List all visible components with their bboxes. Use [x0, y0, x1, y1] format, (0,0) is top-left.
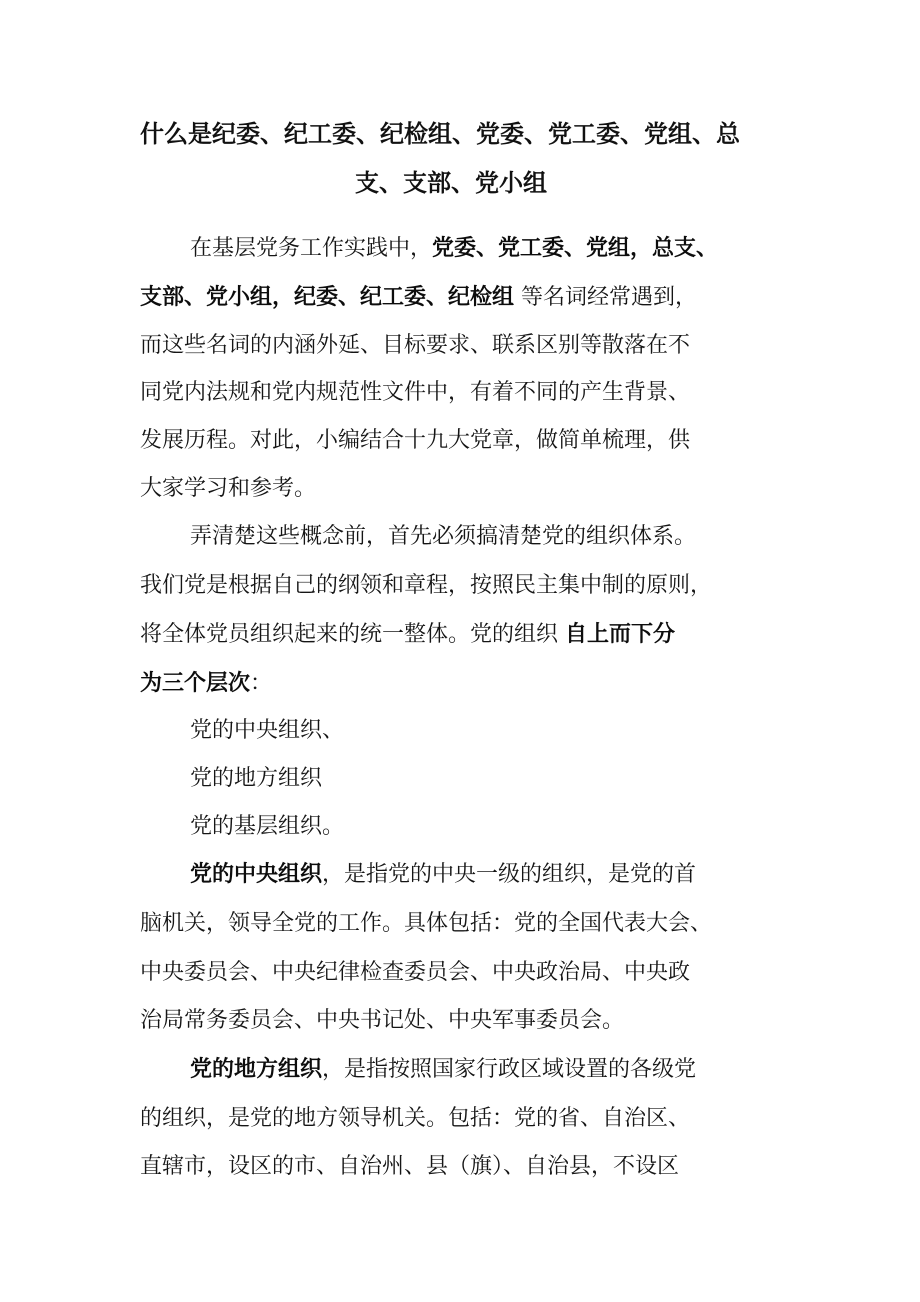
para2-line-2: 我们党是根据自己的纲领和章程，按照民主集中制的原则， — [140, 573, 713, 598]
para4-bold-term: 党的地方组织 — [190, 1057, 323, 1082]
para1-text-2: 等名词经常遇到， — [521, 285, 698, 310]
document-title-line-1: 什么是纪委、纪工委、纪检组、党委、党工委、党组、总 — [140, 120, 740, 148]
para3-bold-term: 党的中央组织 — [190, 862, 323, 887]
para1-bold-terms-2: 支部、党小组，纪委、纪工委、纪检组 — [140, 285, 515, 310]
para4-line-1 — [190, 1055, 696, 1085]
para1-line-2 — [140, 283, 697, 313]
para4-line-3: 直辖市，设区的市、自治州、县（旗）、自治县，不设区 — [140, 1154, 680, 1179]
para2-colon: ： — [250, 671, 273, 696]
para2-line-4 — [140, 669, 272, 699]
para2-line-1: 弄清楚这些概念前，首先必须搞清楚党的组织体系。 — [190, 524, 697, 549]
para1-line-1 — [190, 234, 718, 264]
para1-line-3: 而这些名词的内涵外延、目标要求、联系区别等散落在不 — [140, 333, 691, 358]
para2-bold-phrase-2: 为三个层次 — [140, 671, 251, 696]
document-title-line-2: 支、支部、党小组 — [355, 169, 547, 197]
para3-text: ，是指党的中央一级的组织，是党的首 — [322, 862, 697, 887]
para2-text: 将全体党员组织起来的统一整体。党的组织 — [140, 622, 559, 647]
level-item-central: 党的中央组织、 — [190, 718, 345, 743]
para3-line-1 — [190, 860, 696, 890]
para4-line-2: 的组织，是党的地方领导机关。包括：党的省、自治区、 — [140, 1106, 691, 1131]
para3-line-2: 脑机关，领导全党的工作。具体包括：党的全国代表大会、 — [140, 911, 713, 936]
para3-line-4: 治局常务委员会、中央书记处、中央军事委员会。 — [140, 1008, 625, 1033]
para1-text: 在基层党务工作实践中， — [190, 236, 433, 261]
para1-bold-terms: 党委、党工委、党组，总支、 — [432, 236, 719, 261]
level-item-local: 党的地方组织 — [190, 766, 323, 791]
para2-line-3 — [140, 620, 675, 650]
para1-line-6: 大家学习和参考。 — [140, 476, 317, 501]
para1-line-5: 发展历程。对此，小编结合十九大党章，做简单梳理，供 — [140, 428, 691, 453]
para4-text: ，是指按照国家行政区域设置的各级党 — [322, 1057, 697, 1082]
para3-line-3: 中央委员会、中央纪律检查委员会、中央政治局、中央政 — [140, 960, 691, 985]
para1-line-4: 同党内法规和党内规范性文件中，有着不同的产生背景、 — [140, 380, 691, 405]
para2-bold-phrase: 自上而下分 — [565, 622, 676, 647]
level-item-grassroots: 党的基层组织。 — [190, 814, 345, 839]
